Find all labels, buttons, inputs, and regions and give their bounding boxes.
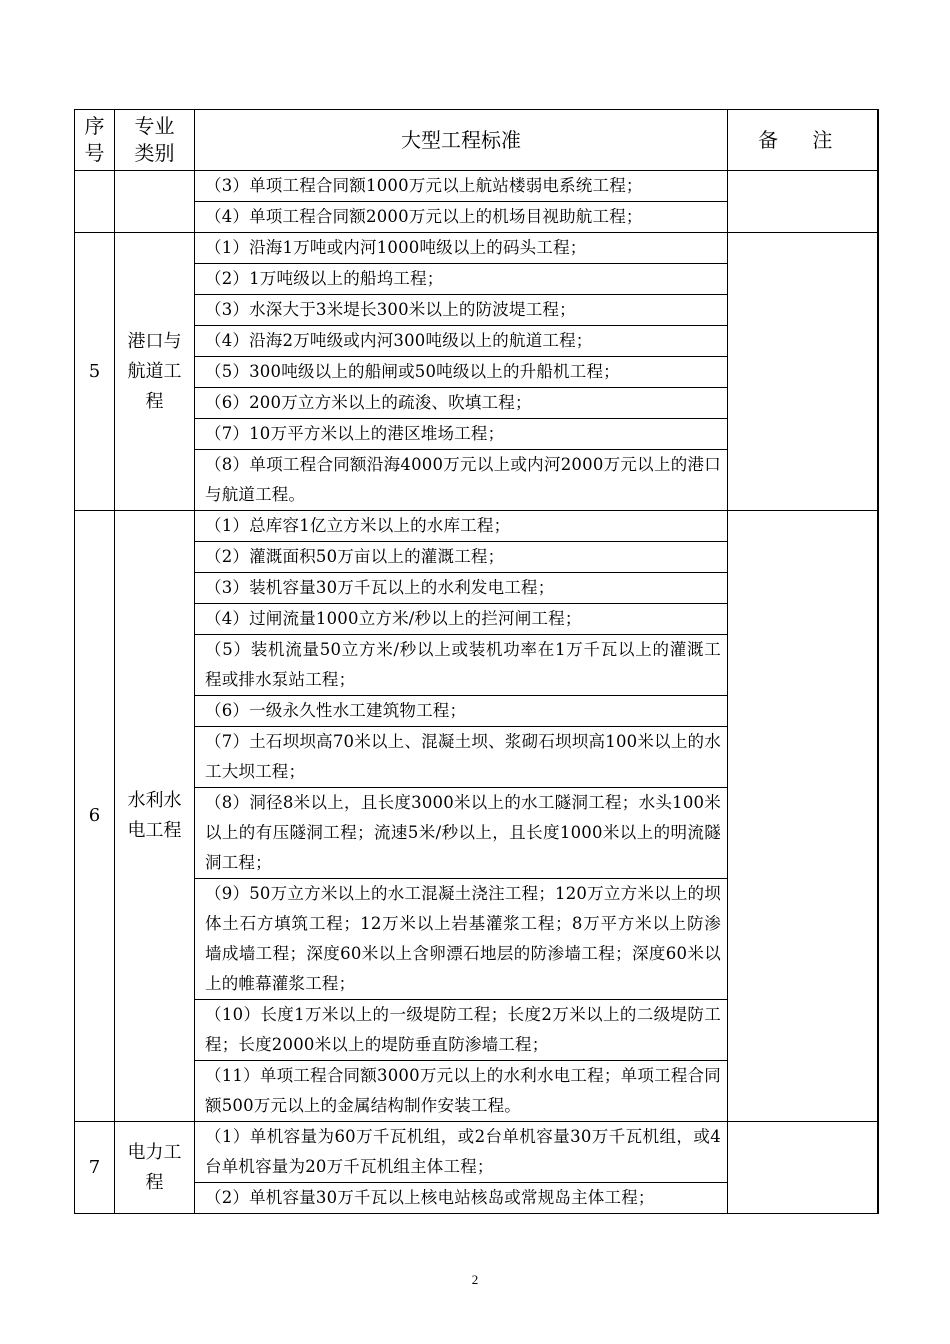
remark-cell	[728, 511, 878, 1122]
standard-item: （5）300吨级以上的船闸或50吨级以上的升船机工程；	[195, 357, 728, 388]
standard-item: （6）200万立方米以上的疏浚、吹填工程；	[195, 388, 728, 419]
standard-item: （5）装机流量50立方米/秒以上或装机功率在1万千瓦以上的灌溉工程或排水泵站工程；	[195, 635, 728, 696]
remark-cell	[728, 1122, 878, 1214]
category-cell: 港口与航道工程	[115, 233, 195, 511]
standard-item: （1）单机容量为60万千瓦机组，或2台单机容量30万千瓦机组，或4台单机容量为20万千瓦机组主体工程；	[195, 1122, 728, 1183]
table-row	[75, 233, 878, 264]
standard-item: （7）10万平方米以上的港区堆场工程；	[195, 419, 728, 450]
standard-item: （2）单机容量30万千瓦以上核电站核岛或常规岛主体工程；	[195, 1183, 728, 1214]
header-standard: 大型工程标准	[195, 110, 728, 171]
standard-item: （2）灌溉面积50万亩以上的灌溉工程；	[195, 542, 728, 573]
standard-item: （2）1万吨级以上的船坞工程；	[195, 264, 728, 295]
standard-item: （4）过闸流量1000立方米/秒以上的拦河闸工程；	[195, 604, 728, 635]
standard-item: （1）沿海1万吨或内河1000吨级以上的码头工程；	[195, 233, 728, 264]
remark-cell	[728, 171, 878, 233]
standard-item: （11）单项工程合同额3000万元以上的水利水电工程；单项工程合同额500万元以上的金属结构制作安装工程。	[195, 1061, 728, 1122]
row-number	[75, 171, 115, 233]
table-row	[75, 171, 878, 202]
standard-item: （9）50万立方米以上的水工混凝土浇注工程；120万立方米以上的坝体土石方填筑工程；12万米以上岩基灌浆工程；8万平方米以上防渗墙成墙工程；深度60米以上含卵漂石地层的防渗墙工程；深度60米以上的帷幕灌浆工程；	[195, 879, 728, 1000]
standard-item: （4）单项工程合同额2000万元以上的机场目视助航工程；	[195, 202, 728, 233]
standard-item: （3）水深大于3米堤长300米以上的防波堤工程；	[195, 295, 728, 326]
header-no: 序 号	[75, 110, 115, 171]
standard-item: （3）装机容量30万千瓦以上的水利发电工程；	[195, 573, 728, 604]
standard-item: （4）沿海2万吨级或内河300吨级以上的航道工程；	[195, 326, 728, 357]
header-category: 专业 类别	[115, 110, 195, 171]
table-row	[75, 511, 878, 542]
row-number: 6	[75, 511, 115, 1122]
standard-item: （3）单项工程合同额1000万元以上航站楼弱电系统工程；	[195, 171, 728, 202]
header-remark: 备 注	[728, 110, 878, 171]
category-cell	[115, 171, 195, 233]
standard-item: （10）长度1万米以上的一级堤防工程；长度2万米以上的二级堤防工程；长度2000米以上的堤防垂直防渗墙工程；	[195, 1000, 728, 1061]
standard-item: （1）总库容1亿立方米以上的水库工程；	[195, 511, 728, 542]
standard-item: （8）洞径8米以上，且长度3000米以上的水工隧洞工程；水头100米以上的有压隧洞工程；流速5米/秒以上，且长度1000米以上的明流隧洞工程；	[195, 788, 728, 879]
standard-item: （7）土石坝坝高70米以上、混凝土坝、浆砌石坝坝高100米以上的水工大坝工程；	[195, 727, 728, 788]
engineering-standards-table	[74, 109, 879, 1214]
table-header-row	[75, 110, 878, 171]
table-row	[75, 1122, 878, 1183]
category-cell: 电力工程	[115, 1122, 195, 1214]
remark-cell	[728, 233, 878, 511]
row-number: 7	[75, 1122, 115, 1214]
row-number: 5	[75, 233, 115, 511]
page-number: 2	[471, 1272, 479, 1287]
standard-item: （6）一级永久性水工建筑物工程；	[195, 696, 728, 727]
standard-item: （8）单项工程合同额沿海4000万元以上或内河2000万元以上的港口与航道工程。	[195, 450, 728, 511]
category-cell: 水利水电工程	[115, 511, 195, 1122]
